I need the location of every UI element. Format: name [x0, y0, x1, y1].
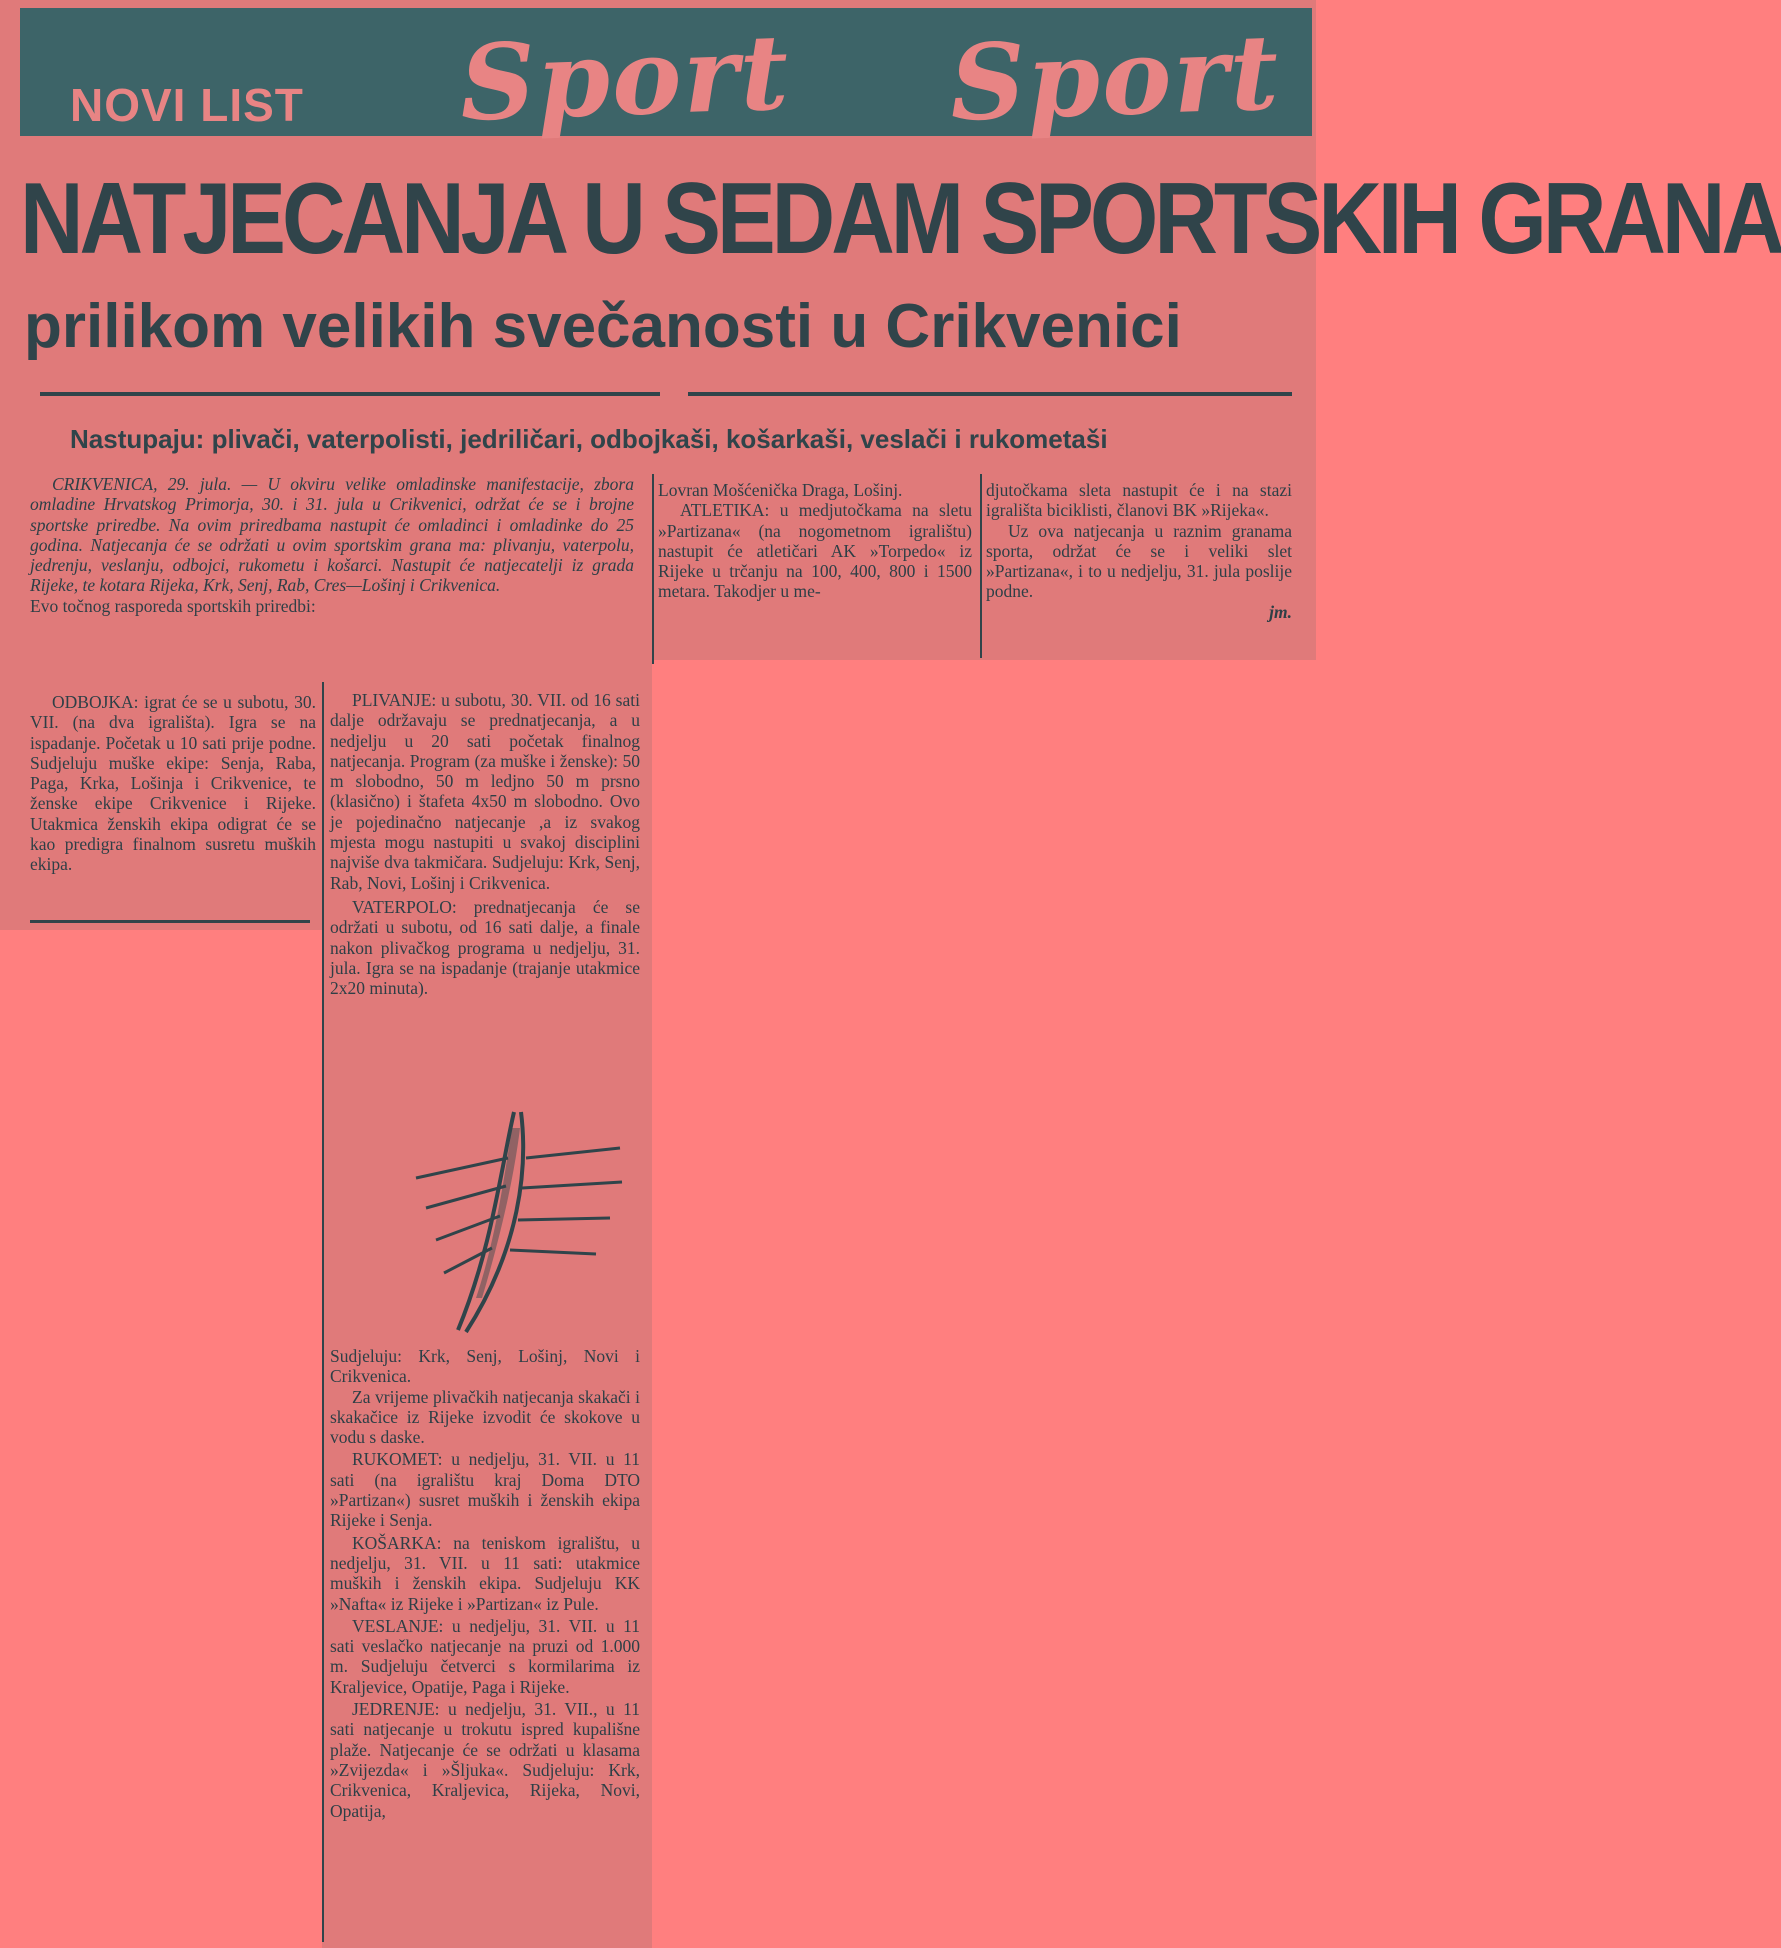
fourth-column: [986, 480, 1292, 622]
lead-paragraph: CRIKVENICA, 29. jula. — U okviru velike omladinske manifestacije, zbora omladine Hrvatskog Primorja, 30. i 31. jula u Crikvenici, održat će se i brojne sportske priredbe. Na ovim priredbama nastupit će omladinci i omladinke do 25 godina. Natjecanja će se održati u ovim sportskim grana ma: plivanju, vaterpolu, jedrenju, veslanju, odbojci, rukometu i košarci. Nastupit će natjecatelji iz grada Rijeke, te kotara Rijeka, Krk, Senj, Rab, Cres—Lošinj i Crikvenica.: [30, 474, 634, 596]
odbojka-paragraph: ODBOJKA: igrat će se u subotu, 30. VII. (na dva igrališta). Igra se na ispadanje. Početak u 10 sati prije podne. Sudjeluju muške ekipe: Senja, Raba, Paga, Krka, Lošinja i Crikvenice, te ženske ekipe Crikvenice i Rijeke. Utakmica ženskih ekipa odigrat će se kao predigra finalnom susretu muških ekipa.: [30, 692, 316, 875]
third-column: [658, 480, 972, 602]
column-divider-1: [322, 682, 324, 1942]
masthead: [20, 8, 1312, 145]
author-signature: jm.: [1269, 601, 1292, 622]
column4-top: djutočkama sleta nastupit će i na stazi igrališta biciklisti, članovi BK »Rijeka«.: [986, 480, 1292, 521]
headline: NATJECANJA U SEDAM SPORTSKIH GRANA: [20, 161, 1781, 275]
odbojka-rule: [30, 920, 310, 923]
atletika-paragraph: ATLETIKA: u medjutočkama na sletu »Partizana« (na nogometnom igralištu) nastupit će atletičari AK »Torpedo« iz Rijeke u trčanju na 100, 400, 800 i 1500 metara. Takodjer u me-: [658, 500, 972, 602]
vaterpolo-participants: Sudjeluju: Krk, Senj, Lošinj, Novi i Crikvenica.: [330, 1346, 640, 1387]
rule-right: [688, 392, 1292, 396]
lead-tail: Evo točnog rasporeda sportskih priredbi:: [30, 595, 316, 616]
veslanje-paragraph: VESLANJE: u nedjelju, 31. VII. u 11 sati veslačko natjecanje na pruzi od 1.000 m. Sudjeluju četverci s kormilarima iz Kraljevice, Opatije, Paga i Rijeke.: [330, 1615, 640, 1697]
section-title-left: Sport: [457, 10, 793, 145]
kicker: Nastupaju: plivači, vaterpolisti, jedriličari, odbojkaši, košarkaši, veslači i rukometaši: [70, 424, 1108, 454]
section-title-right: Sport: [947, 10, 1283, 145]
column-divider-0: [652, 474, 654, 664]
vaterpolo-paragraph: VATERPOLO: prednatjecanja će se održati u subotu, od 16 sati dalje, a finale nakon plivačkog programa u nedjelju, 31. jula. Igra se na ispadanje (trajanje utakmice 2x20 minuta).: [330, 896, 640, 999]
middle-column-bottom: [330, 1346, 640, 1821]
skokovi-paragraph: Za vrijeme plivačkih natjecanja skakači i skakačice iz Rijeke izvodit će skokove u vodu s daske.: [330, 1386, 640, 1448]
rowing-boat-illustration: [396, 1108, 636, 1338]
plivanje-paragraph: PLIVANJE: u subotu, 30. VII. od 16 sati dalje održavaju se prednatjecanja, a u nedjelju u 20 sati početak finalnog natjecanja. Program (za muške i ženske): 50 m slobodno, 50 m ledjno 50 m prsno (klasično) i štafeta 4x50 m slobodno. Ovo je pojedinačno natjecanje ,a iz svakog mjesta mogu nastupiti u svakoj disciplini najviše dva takmičara. Sudjeluju: Krk, Senj, Rab, Novi, Lošinj i Crikvenica.: [330, 690, 640, 893]
rule-left: [40, 392, 660, 396]
newspaper-name: NOVI LIST: [70, 79, 304, 131]
jedrenje-paragraph: JEDRENJE: u nedjelju, 31. VII., u 11 sati natjecanje u trokutu ispred kupališne plaže. Natjecanje će se održati u klasama »Zvijezda« i »Šljuka«. Sudjeluju: Krk, Crikvenica, Kraljevica, Rijeka, Novi, Opatija,: [330, 1699, 640, 1821]
odbojka-column: [30, 692, 316, 875]
subheadline: prilikom velikih svečanosti u Crikvenici: [24, 292, 1182, 361]
rukomet-paragraph: RUKOMET: u nedjelju, 31. VII. u 11 sati (na igralištu kraj Doma DTO »Partizan«) susret muških i ženskih ekipa Rijeke i Senja.: [330, 1449, 640, 1531]
middle-column-top: [330, 690, 640, 998]
closing-paragraph: Uz ova natjecanja u raznim granama sporta, održat će se i veliki slet »Partizana«, i to u nedjelju, 31. jula poslije podne.: [986, 520, 1292, 602]
column3-top: Lovran Mošćenička Draga, Lošinj.: [658, 480, 903, 500]
column-divider-3: [980, 474, 982, 658]
lead-column: [30, 474, 634, 616]
kosarka-paragraph: KOŠARKA: na teniskom igralištu, u nedjelju, 31. VII. u 11 sati: utakmice muških i ženskih ekipa. Sudjeluju KK »Nafta« iz Rijeke i »Partizan« iz Pule.: [330, 1532, 640, 1614]
